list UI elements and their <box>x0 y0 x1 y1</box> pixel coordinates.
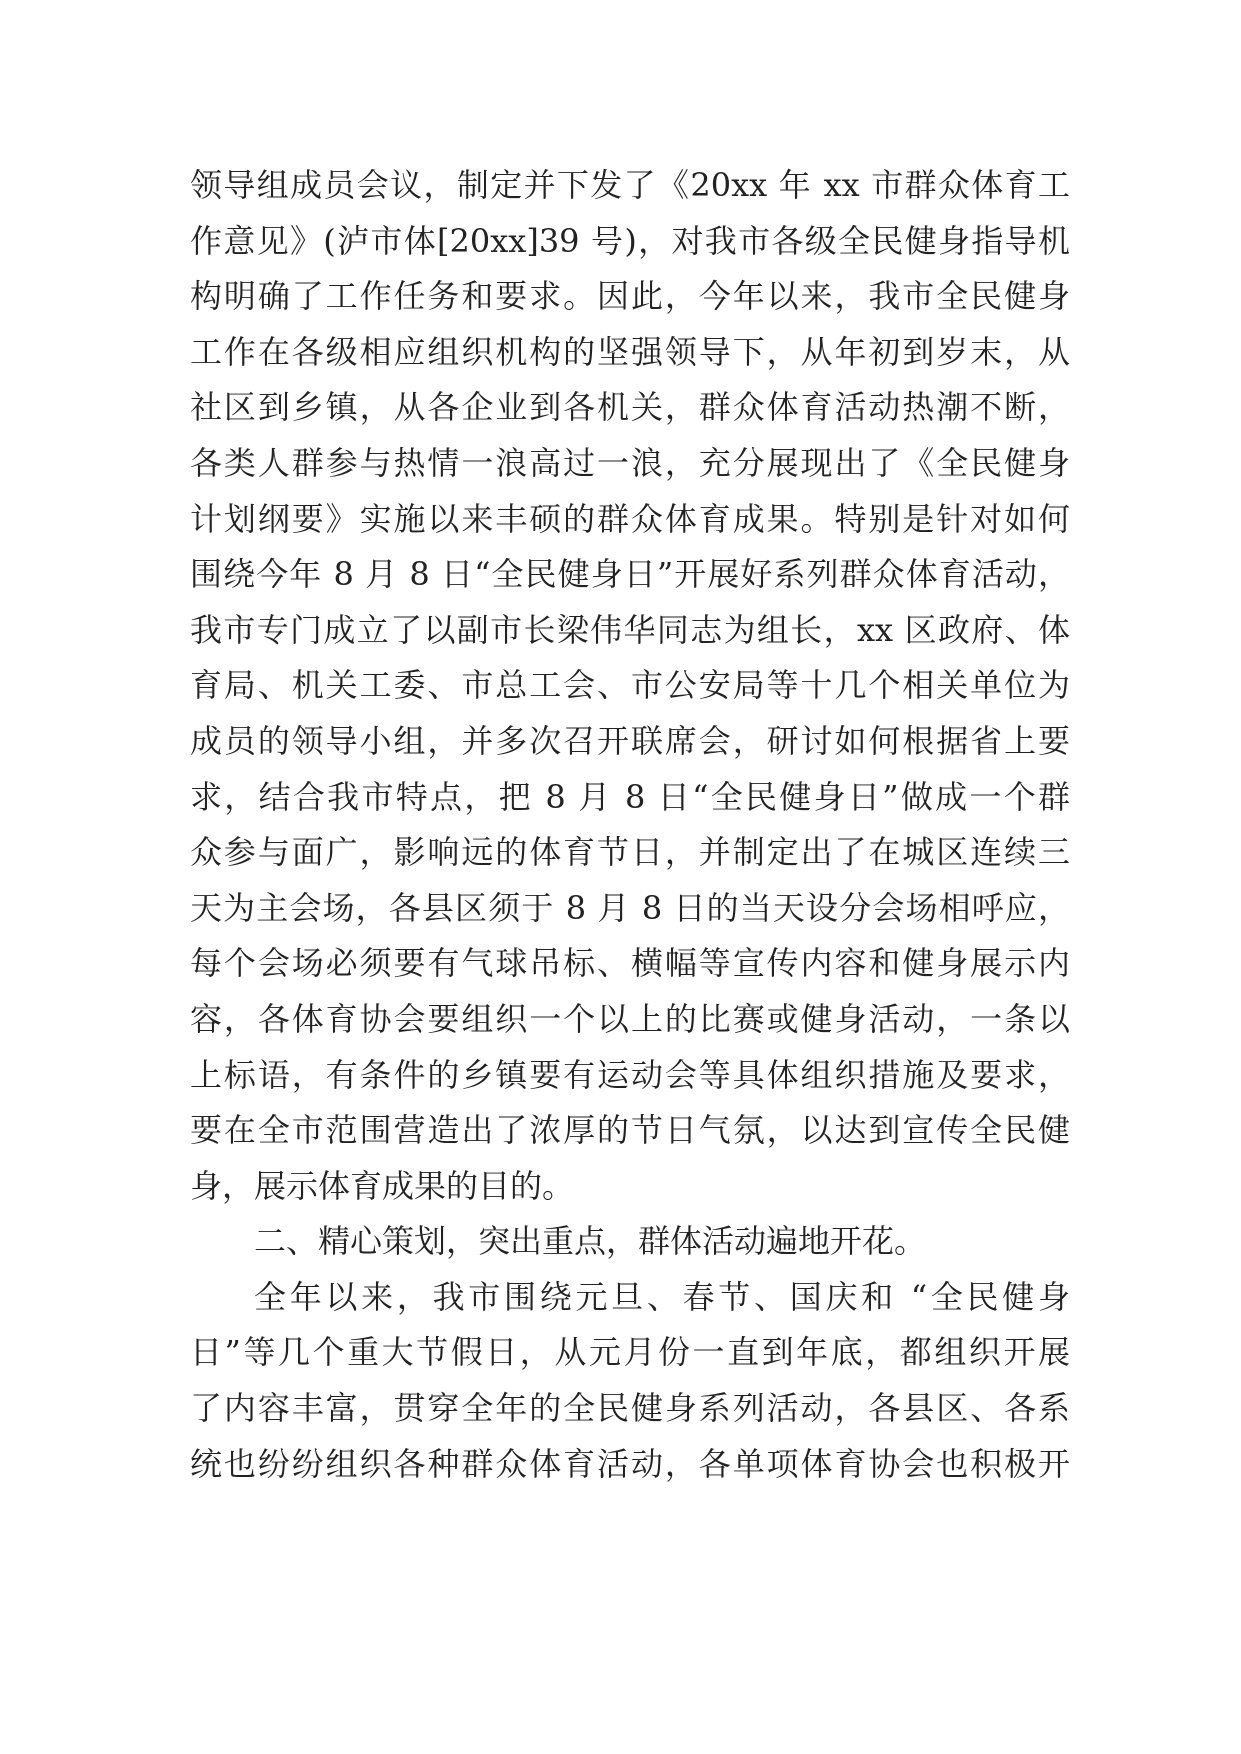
text-line: 作意见》(泸市体[20xx]39 号)，对我市各级全民健身指导机 <box>190 221 1070 260</box>
text-line: 容，各体育协会要组织一个以上的比赛或健身活动，一条以 <box>190 999 1070 1038</box>
text-line: 日”等几个重大节假日，从元月份一直到年底，都组织开展 <box>190 1333 1070 1372</box>
text-line: 了内容丰富，贯穿全年的全民健身系列活动，各县区、各系 <box>190 1389 1070 1428</box>
section-heading: 二、精心策划，突出重点，群体活动遍地开花。 <box>254 1222 927 1261</box>
text-line: 计划纲要》实施以来丰硕的群众体育成果。特别是针对如何 <box>190 499 1070 538</box>
text-line: 天为主会场，各县区须于 8 月 8 日的当天设分会场相呼应， <box>190 888 1070 927</box>
text-line: 上标语，有条件的乡镇要有运动会等具体组织措施及要求， <box>190 1055 1070 1094</box>
text-line: 统也纷纷组织各种群众体育活动，各单项体育协会也积极开 <box>190 1444 1070 1483</box>
paragraph-end-line: 身，展示体育成果的目的。 <box>190 1166 575 1205</box>
text-line: 我市专门成立了以副市长梁伟华同志为组长，xx 区政府、体 <box>190 610 1070 649</box>
text-line: 领导组成员会议，制定并下发了《20xx 年 xx 市群众体育工 <box>190 166 1070 204</box>
text-line: 工作在各级相应组织机构的坚强领导下，从年初到岁末，从 <box>190 332 1070 371</box>
text-line: 构明确了工作任务和要求。因此，今年以来，我市全民健身 <box>190 277 1070 316</box>
text-line: 求，结合我市特点，把 8 月 8 日“全民健身日”做成一个群 <box>190 777 1070 816</box>
text-line: 每个会场必须要有气球吊标、横幅等宣传内容和健身展示内 <box>190 944 1070 983</box>
body-text <box>190 158 1070 1492</box>
text-line: 围绕今年 8 月 8 日“全民健身日”开展好系列群众体育活动， <box>190 555 1070 594</box>
text-line: 众参与面广，影响远的体育节日，并制定出了在城区连续三 <box>190 833 1070 872</box>
text-line: 各类人群参与热情一浪高过一浪，充分展现出了《全民健身 <box>190 443 1070 482</box>
text-line: 要在全市范围营造出了浓厚的节日气氛，以达到宣传全民健 <box>190 1111 1070 1150</box>
text-line: 育局、机关工委、市总工会、市公安局等十几个相关单位为 <box>190 666 1070 705</box>
text-line: 社区到乡镇，从各企业到各机关，群众体育活动热潮不断， <box>190 388 1070 427</box>
text-line: 成员的领导小组，并多次召开联席会，研讨如何根据省上要 <box>190 721 1070 760</box>
paragraph-first-line: 全年以来，我市围绕元旦、春节、国庆和 “全民健身 <box>254 1277 1070 1316</box>
